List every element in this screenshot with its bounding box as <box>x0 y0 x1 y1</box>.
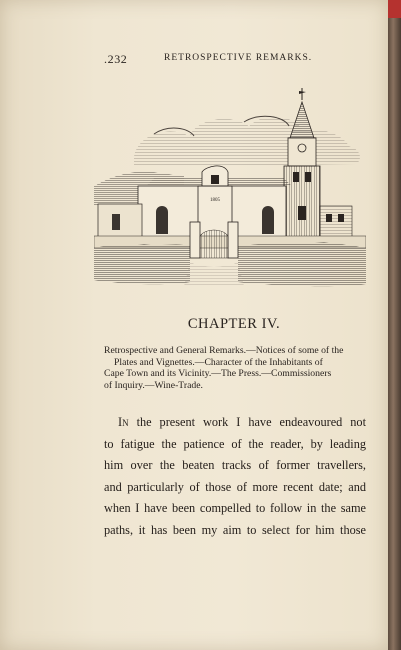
chapter-summary <box>104 345 363 391</box>
gate-date: 1805 <box>210 198 220 203</box>
church-tower <box>284 88 320 241</box>
summary-line: Plates and Vignettes.—Character of the Inhabitants of <box>114 356 323 368</box>
body-line: to fatigue the patience of the reader, by leading <box>104 436 366 451</box>
summary-line: Cape Town and its Vicinity.—The Press.—Commissioners <box>104 368 332 380</box>
page-number: .232 <box>104 52 128 66</box>
chapter-title: CHAPTER IV. <box>187 316 281 332</box>
summary-line: of Inquiry.—Wine-Trade. <box>104 379 203 391</box>
body-line: In the present work I have endeavoured not <box>118 415 366 429</box>
church-engraving-illustration <box>94 86 366 296</box>
running-title: RETROSPECTIVE REMARKS. <box>164 53 313 63</box>
summary-line: Retrospective and General Remarks.—Notices of some of the <box>104 345 344 356</box>
body-line: and particularly of those of more recent date; and <box>104 479 366 494</box>
hedge-shape <box>94 244 190 284</box>
page-edge <box>388 0 401 650</box>
bookmark-ribbon <box>388 0 401 18</box>
body-line: when I have been compelled to follow in the same <box>104 501 366 516</box>
opening-word: In <box>118 415 129 429</box>
body-paragraph <box>104 412 366 542</box>
cloud-shape <box>134 116 360 166</box>
body-line: paths, it has been my aim to select for him those <box>104 522 366 537</box>
body-line: him over the beaten tracks of former travellers, <box>104 458 366 473</box>
